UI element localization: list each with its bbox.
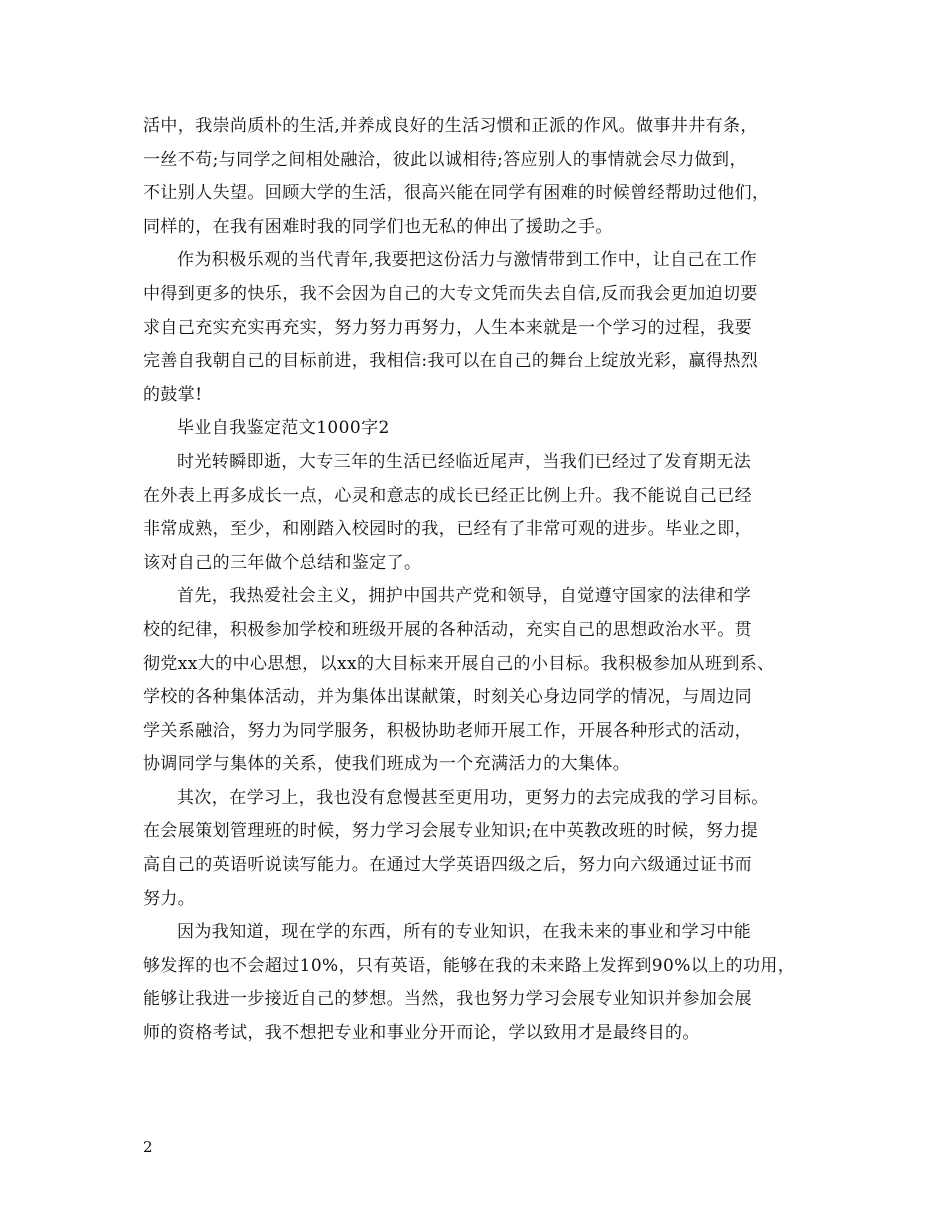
text-line: 毕业自我鉴定范文1000字2	[177, 418, 390, 439]
text-line: 够发挥的也不会超过10%，只有英语，能够在我的未来路上发挥到90%以上的功用，	[143, 955, 796, 976]
text-line: 努力。	[143, 888, 196, 909]
text-line: 其次，在学习上，我也没有怠慢甚至更用功，更努力的去完成我的学习目标。	[177, 787, 769, 808]
text-line: 一丝不苟;与同学之间相处融洽，彼此以诚相待;答应别人的事情就会尽力做到，	[143, 149, 747, 170]
text-line: 完善自我朝自己的目标前进，我相信:我可以在自己的舞台上绽放光彩，赢得热烈	[143, 351, 759, 372]
text-line: 时光转瞬即逝，大专三年的生活已经临近尾声，当我们已经过了发育期无法	[177, 451, 752, 472]
text-line: 校的纪律，积极参加学校和班级开展的各种活动，充实自己的思想政治水平。贯	[143, 619, 752, 640]
text-line: 该对自己的三年做个总结和鉴定了。	[143, 552, 422, 573]
text-line: 活中，我崇尚质朴的生活,并养成良好的生活习惯和正派的作风。做事井井有条，	[143, 116, 758, 136]
text-line: 中得到更多的快乐，我不会因为自己的大专文凭而失去自信,反而我会更加迫切要	[143, 283, 758, 304]
text-line: 作为积极乐观的当代青年,我要把这份活力与激情带到工作中，让自己在工作	[177, 250, 758, 271]
text-line: 彻党xx大的中心思想，以xx的大目标来开展自己的小目标。我积极参加从班到系、	[143, 653, 775, 674]
document-body	[143, 110, 811, 1051]
text-line: 能够让我进一步接近自己的梦想。当然，我也努力学习会展专业知识并参加会展	[143, 989, 752, 1010]
page-number: 2	[143, 1138, 153, 1156]
text-line: 师的资格考试，我不想把专业和事业分开而论，学以致用才是最终目的。	[143, 1023, 700, 1044]
text-line: 同样的，在我有困难时我的同学们也无私的伸出了援助之手。	[143, 216, 613, 237]
text-line: 非常成熟，至少，和刚踏入校园时的我，已经有了非常可观的进步。毕业之即，	[143, 519, 752, 540]
text-line: 在会展策划管理班的时候，努力学习会展专业知识;在中英教改班的时候，努力提	[143, 821, 759, 842]
text-line: 的鼓掌!	[143, 384, 203, 405]
text-line: 学校的各种集体活动，并为集体出谋献策，时刻关心身边同学的情况，与周边同	[143, 687, 752, 708]
text-line: 学关系融洽，努力为同学服务，积极协助老师开展工作，开展各种形式的活动，	[143, 720, 752, 741]
text-line: 高自己的英语听说读写能力。在通过大学英语四级之后，努力向六级通过证书而	[143, 855, 752, 876]
text-line: 协调同学与集体的关系，使我们班成为一个充满活力的大集体。	[143, 754, 631, 775]
text-line: 求自己充实充实再充实，努力努力再努力，人生本来就是一个学习的过程，我要	[143, 317, 752, 338]
text-line: 因为我知道，现在学的东西，所有的专业知识，在我未来的事业和学习中能	[177, 922, 752, 943]
text-line: 首先，我热爱社会主义，拥护中国共产党和领导，自觉遵守国家的法律和学	[177, 586, 752, 607]
text-line: 不让别人失望。回顾大学的生活，很高兴能在同学有困难的时候曾经帮助过他们，	[143, 183, 770, 204]
text-line: 在外表上再多成长一点，心灵和意志的成长已经正比例上升。我不能说自己已经	[143, 485, 752, 506]
